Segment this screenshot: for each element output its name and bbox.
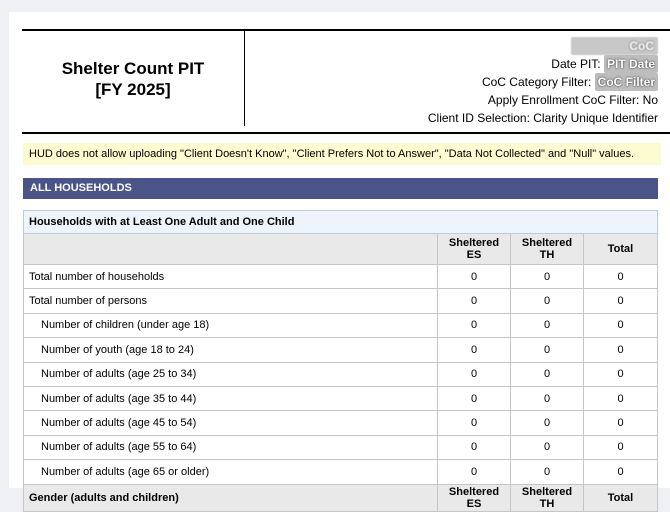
table-row	[24, 265, 658, 289]
group-col-total: Total	[584, 484, 658, 511]
cell-th: 0	[511, 411, 584, 435]
cell-th: 0	[511, 460, 584, 484]
cell-total: 0	[584, 289, 658, 313]
category-filter-value: CoC Filter	[595, 73, 658, 91]
cell-total: 0	[584, 313, 658, 337]
table-row	[24, 460, 658, 484]
date-pit-label: Date PIT:	[551, 57, 601, 71]
cell-es: 0	[438, 338, 511, 362]
row-label: Number of youth (age 18 to 24)	[24, 338, 438, 362]
date-pit-value: PIT Date	[604, 55, 658, 73]
filter-summary	[258, 37, 658, 127]
cell-total: 0	[584, 362, 658, 386]
households-table	[23, 210, 658, 512]
cell-total: 0	[584, 460, 658, 484]
cell-th: 0	[511, 313, 584, 337]
cell-es: 0	[438, 362, 511, 386]
table-row	[24, 313, 658, 337]
table-row	[24, 435, 658, 459]
col-head-blank	[24, 234, 438, 265]
cell-es: 0	[438, 460, 511, 484]
row-label: Total number of persons	[24, 289, 438, 313]
report-title-line2: [FY 2025]	[95, 79, 171, 99]
cell-es: 0	[438, 411, 511, 435]
cell-es: 0	[438, 313, 511, 337]
cell-total: 0	[584, 386, 658, 410]
cell-es: 0	[438, 265, 511, 289]
cell-total: 0	[584, 435, 658, 459]
table-row	[24, 411, 658, 435]
section-title: ALL HOUSEHOLDS	[23, 178, 658, 199]
col-head-es: Sheltered ES	[438, 234, 511, 265]
table-row	[24, 362, 658, 386]
col-head-th: Sheltered TH	[511, 234, 584, 265]
group-label: Gender (adults and children)	[24, 484, 438, 511]
client-id-label: Client ID Selection:	[427, 111, 530, 125]
coc-redacted: CoC	[571, 37, 658, 55]
cell-th: 0	[511, 338, 584, 362]
report-header	[22, 29, 670, 134]
cell-th: 0	[511, 435, 584, 459]
group-col-th: Sheltered TH	[511, 484, 584, 511]
table-caption: Households with at Least One Adult and One Child	[24, 211, 658, 234]
row-label: Number of children (under age 18)	[24, 313, 438, 337]
table-row	[24, 338, 658, 362]
report-title-line1: Shelter Count PIT	[61, 58, 205, 78]
report-page	[9, 12, 670, 510]
row-label: Number of adults (age 35 to 44)	[24, 386, 438, 410]
row-label: Number of adults (age 25 to 34)	[24, 362, 438, 386]
col-head-total: Total	[584, 234, 658, 265]
hud-notice: HUD does not allow uploading "Client Doesn't Know", "Client Prefers Not to Answer", "Data Not Collected" and "Null" values.	[23, 143, 661, 165]
cell-total: 0	[584, 411, 658, 435]
enrollment-filter-value: No	[642, 93, 658, 107]
report-title	[22, 31, 245, 126]
client-id-value: Clarity Unique Identifier	[533, 111, 658, 125]
cell-th: 0	[511, 289, 584, 313]
row-label: Number of adults (age 55 to 64)	[24, 435, 438, 459]
row-label: Total number of households	[24, 265, 438, 289]
cell-total: 0	[584, 265, 658, 289]
cell-th: 0	[511, 386, 584, 410]
table-row	[24, 289, 658, 313]
table-row	[24, 386, 658, 410]
row-label: Number of adults (age 65 or older)	[24, 460, 438, 484]
cell-es: 0	[438, 386, 511, 410]
category-filter-label: CoC Category Filter:	[481, 75, 592, 89]
cell-es: 0	[438, 289, 511, 313]
group-col-es: Sheltered ES	[438, 484, 511, 511]
cell-th: 0	[511, 362, 584, 386]
cell-total: 0	[584, 338, 658, 362]
enrollment-filter-label: Apply Enrollment CoC Filter:	[487, 93, 640, 107]
cell-es: 0	[438, 435, 511, 459]
row-label: Number of adults (age 45 to 54)	[24, 411, 438, 435]
cell-th: 0	[511, 265, 584, 289]
